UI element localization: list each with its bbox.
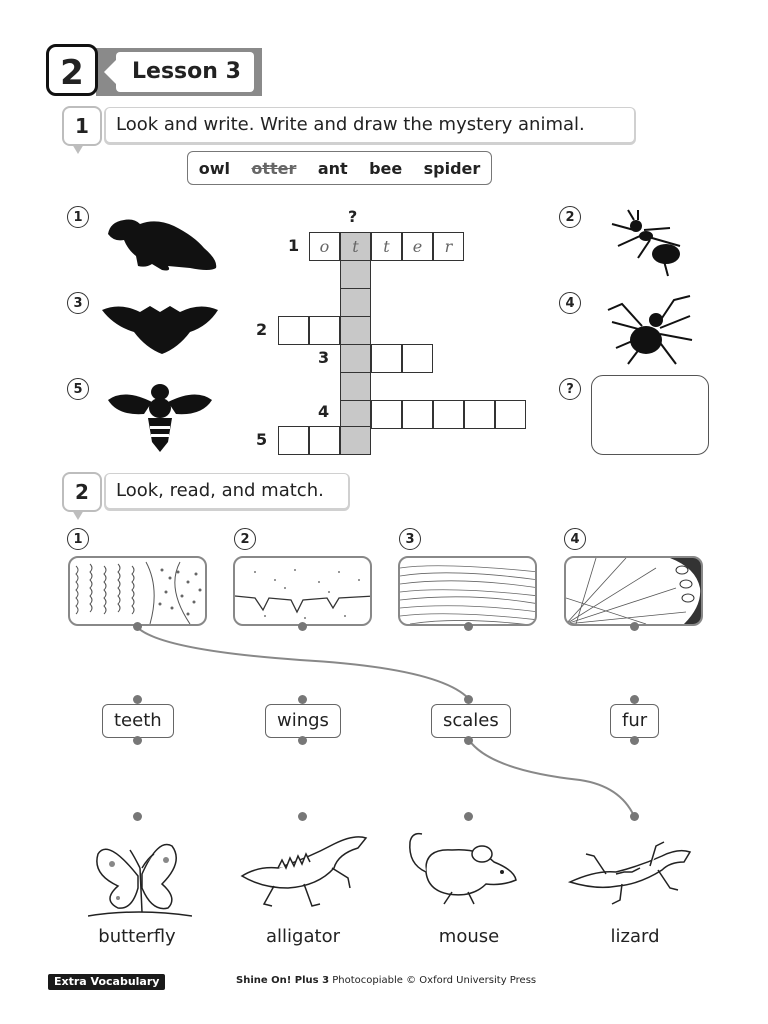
owl-silhouette-icon (100, 298, 220, 358)
bee-silhouette-icon (104, 378, 216, 454)
spider-silhouette-icon (602, 290, 698, 370)
exercise-2-number: 2 (64, 474, 100, 510)
match-dot[interactable] (630, 812, 639, 821)
crossword-cell[interactable] (309, 426, 340, 455)
exercise-2-instruction: Look, read, and match. (106, 474, 348, 508)
match-dot[interactable] (133, 736, 142, 745)
lizard-drawing-icon (566, 826, 698, 906)
clue-number-5: 5 (256, 430, 268, 449)
crossword-cell-mystery[interactable] (340, 344, 371, 373)
crossword-cell[interactable] (464, 400, 495, 429)
match-dot[interactable] (298, 736, 307, 745)
otter-silhouette-icon (100, 210, 220, 274)
wings-texture-icon (566, 558, 703, 626)
mouse-drawing-icon (402, 828, 526, 908)
match-dot[interactable] (464, 695, 473, 704)
picture-number-mystery: ? (559, 378, 581, 400)
match-dot[interactable] (630, 736, 639, 745)
picture-number-4: 4 (559, 292, 581, 314)
crossword-cell[interactable] (309, 316, 340, 345)
crossword-cell[interactable]: t (371, 232, 402, 261)
footer-text (236, 975, 536, 986)
match-dot[interactable] (464, 736, 473, 745)
picture-number-1: 1 (67, 206, 89, 228)
alligator-drawing-icon (238, 828, 370, 912)
scales-texture-icon (70, 558, 207, 626)
picture-number-2: 2 (559, 206, 581, 228)
match-dot[interactable] (464, 812, 473, 821)
exercise-1-number: 1 (64, 108, 100, 144)
texture-number-4: 4 (564, 528, 586, 550)
clue-number-3: 3 (318, 348, 330, 367)
crossword-cell[interactable] (495, 400, 526, 429)
word-bank-item: owl (198, 158, 230, 178)
match-dot[interactable] (298, 622, 307, 631)
texture-number-1: 1 (67, 528, 89, 550)
word-teeth: teeth (102, 704, 174, 738)
match-dot[interactable] (464, 622, 473, 631)
animal-label-butterfly: butterfly (98, 926, 176, 947)
mystery-animal-drawing-box[interactable] (591, 375, 709, 455)
match-dot[interactable] (298, 812, 307, 821)
animal-label-mouse: mouse (438, 926, 500, 947)
word-scales: scales (431, 704, 511, 738)
footer-copyright: Photocopiable © Oxford University Press (332, 975, 537, 986)
crossword-cell-mystery[interactable] (340, 400, 371, 429)
butterfly-drawing-icon (88, 828, 192, 920)
crossword-cell[interactable] (433, 400, 464, 429)
crossword-cell-mystery[interactable] (340, 260, 371, 289)
crossword-cell-mystery[interactable]: t (340, 232, 371, 261)
texture-number-3: 3 (399, 528, 421, 550)
crossword-cell-mystery[interactable] (340, 288, 371, 317)
match-dot[interactable] (298, 695, 307, 704)
match-dot[interactable] (630, 622, 639, 631)
texture-number-2: 2 (234, 528, 256, 550)
crossword-cell[interactable] (402, 344, 433, 373)
word-bank-item: bee (369, 158, 403, 178)
unit-number: 2 (46, 44, 98, 96)
texture-scales-image (68, 556, 207, 626)
word-wings: wings (265, 704, 341, 738)
crossword-cell[interactable] (402, 400, 433, 429)
clue-number-1: 1 (288, 236, 300, 255)
match-dot[interactable] (133, 622, 142, 631)
crossword-cell-mystery[interactable] (340, 426, 371, 455)
word-bank-item: spider (423, 158, 481, 178)
mystery-column-marker: ? (348, 207, 358, 226)
picture-number-3: 3 (67, 292, 89, 314)
crossword-cell[interactable] (371, 400, 402, 429)
footer-book-title: Shine On! Plus 3 (236, 975, 330, 986)
match-dot[interactable] (133, 695, 142, 704)
clue-number-2: 2 (256, 320, 268, 339)
animal-label-alligator: alligator (266, 926, 340, 947)
exercise-1-instruction: Look and write. Write and draw the mystery animal. (106, 108, 634, 142)
crossword-cell[interactable] (371, 344, 402, 373)
texture-teeth-image (233, 556, 372, 626)
crossword-cell-mystery[interactable] (340, 372, 371, 401)
animal-label-lizard: lizard (610, 926, 660, 947)
word-bank (187, 151, 492, 185)
lesson-title: Lesson 3 (116, 52, 254, 92)
teeth-texture-icon (235, 558, 372, 626)
ant-silhouette-icon (604, 206, 696, 282)
picture-number-5: 5 (67, 378, 89, 400)
crossword-cell[interactable]: o (309, 232, 340, 261)
texture-fur-image (398, 556, 537, 626)
word-bank-item: ant (317, 158, 348, 178)
footer-badge: Extra Vocabulary (48, 974, 165, 990)
texture-wings-image (564, 556, 703, 626)
crossword-cell[interactable]: e (402, 232, 433, 261)
word-fur: fur (610, 704, 659, 738)
fur-texture-icon (400, 558, 537, 626)
crossword-cell[interactable] (278, 426, 309, 455)
word-bank-item-crossed: otter (251, 158, 297, 178)
crossword-cell-mystery[interactable] (340, 316, 371, 345)
crossword-cell[interactable]: r (433, 232, 464, 261)
crossword-cell[interactable] (278, 316, 309, 345)
match-dot[interactable] (133, 812, 142, 821)
clue-number-4: 4 (318, 402, 330, 421)
match-dot[interactable] (630, 695, 639, 704)
